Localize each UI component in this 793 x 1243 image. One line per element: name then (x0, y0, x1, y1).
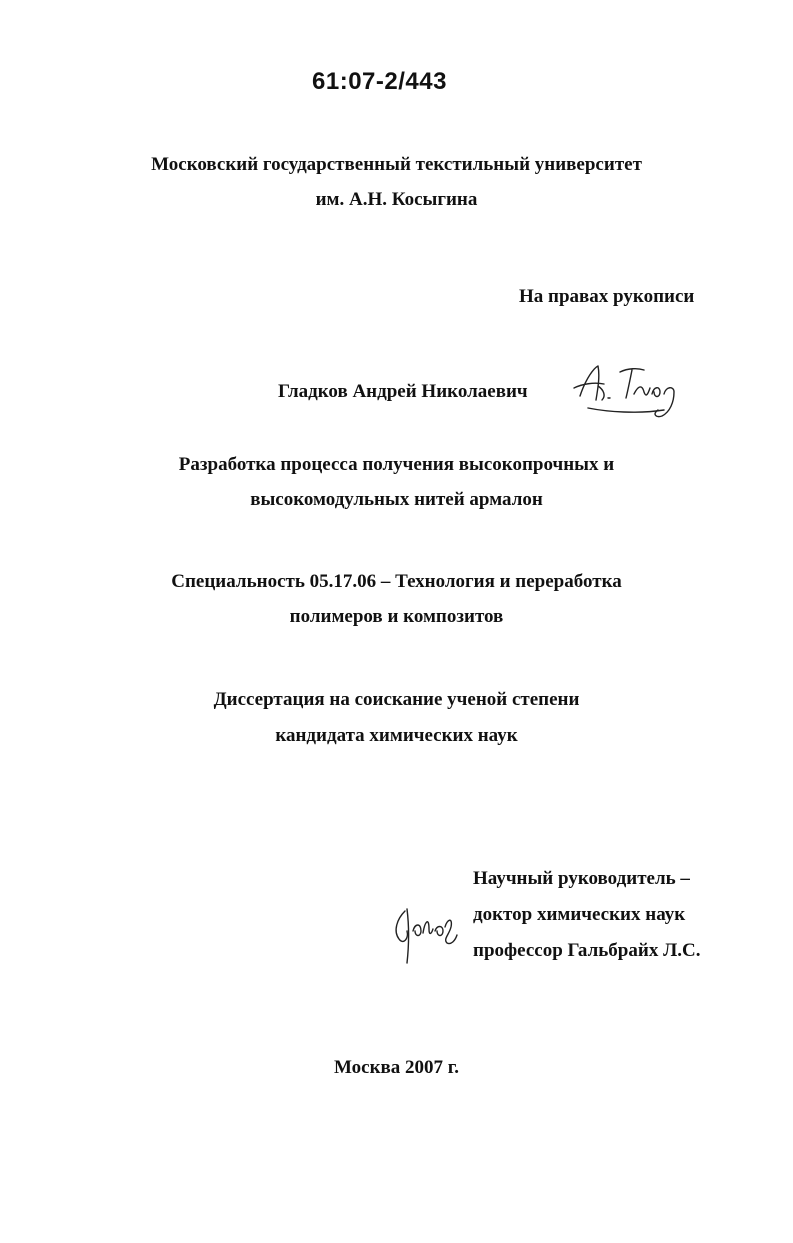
author-name: Гладков Андрей Николаевич (278, 381, 528, 402)
advisor-line-2: доктор химических наук (473, 904, 686, 925)
institution-line-1: Московский государственный текстильный университет (151, 154, 642, 175)
title-line-1: Разработка процесса получения высокопрочных и (178, 454, 615, 475)
title-line-2: высокомодульных нитей армалон (250, 489, 543, 510)
advisor-signature (385, 905, 465, 970)
advisor-line-1: Научный руководитель – (473, 868, 690, 889)
advisor-line-3: профессор Гальбрайх Л.С. (473, 940, 701, 961)
specialty-line-2: полимеров и композитов (289, 606, 504, 627)
degree-line-1: Диссертация на соискание ученой степени (213, 689, 580, 710)
degree-line-2: кандидата химических наук (275, 725, 518, 746)
specialty-line-1: Специальность 05.17.06 – Технология и переработка (171, 571, 622, 592)
place-year: Москва 2007 г. (333, 1057, 460, 1078)
author-signature (568, 358, 693, 420)
institution-line-2: им. А.Н. Косыгина (315, 189, 478, 210)
manuscript-rights: На правах рукописи (519, 286, 695, 307)
catalog-number: 61:07-2/443 (312, 68, 447, 95)
